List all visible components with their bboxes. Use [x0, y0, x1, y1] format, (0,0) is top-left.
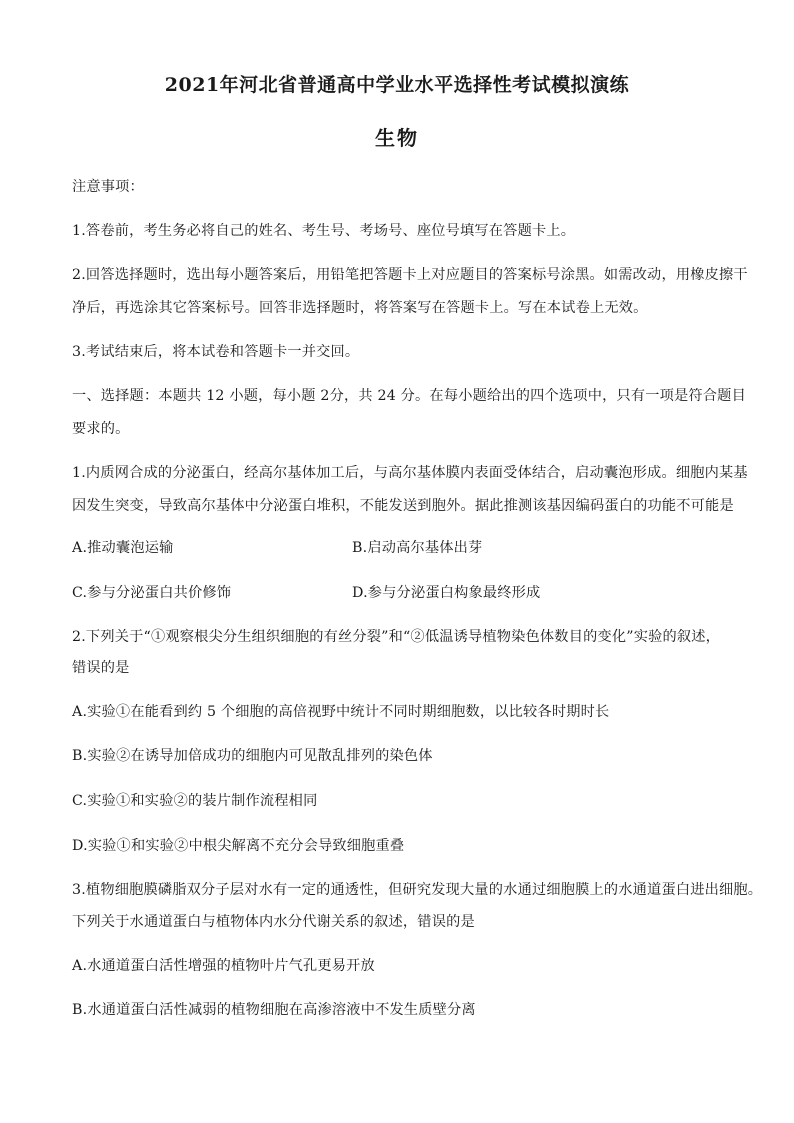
notice-heading: 注意事项： — [72, 179, 144, 195]
q2-stem-line-2: 错误的是 — [72, 660, 130, 676]
q1-option-b: B.启动高尔基体出芽 — [352, 540, 483, 556]
q1-stem-line-2: 因发生突变，导致高尔基体中分泌蛋白堆积，不能发送到胞外。据此推测该基因编码蛋白的功能不可能是 — [72, 498, 734, 514]
q1-option-d: D.参与分泌蛋白构象最终形成 — [352, 585, 541, 601]
notice-item-2-line-2: 净后，再选涂其它答案标号。回答非选择题时，将答案写在答题卡上。写在本试卷上无效。 — [72, 300, 648, 316]
notice-item-1: 1.答卷前，考生务必将自己的姓名、考生号、考场号、座位号填写在答题卡上。 — [72, 223, 576, 239]
q2-stem-line-1: 2.下列关于“①观察根尖分生组织细胞的有丝分裂”和“②低温诱导植物染色体数目的变化”实验的叙述， — [72, 629, 721, 645]
q2-option-a: A.实验①在能看到约 5 个细胞的高倍视野中统计不同时期细胞数，以比较各时期时长 — [72, 704, 610, 720]
q3-stem-line-2: 下列关于水通道蛋白与植物体内水分代谢关系的叙述，错误的是 — [72, 914, 475, 930]
q1-option-a: A.推动囊泡运输 — [72, 540, 174, 556]
q2-option-d: D.实验①和实验②中根尖解离不充分会导致细胞重叠 — [72, 838, 405, 854]
section-1-intro-line-1: 一、选择题：本题共 12 小题，每小题 2分，共 24 分。在每小题给出的四个选项中，只有一项是符合题目 — [72, 388, 746, 404]
exam-title: 2021年河北省普通高中学业水平选择性考试模拟演练 — [164, 74, 630, 96]
q2-option-c: C.实验①和实验②的装片制作流程相同 — [72, 793, 318, 809]
section-1-intro-line-2: 要求的。 — [72, 421, 130, 437]
notice-item-3: 3.考试结束后，将本试卷和答题卡一并交回。 — [72, 344, 360, 360]
q1-option-c: C.参与分泌蛋白共价修饰 — [72, 585, 232, 601]
q3-stem-line-1: 3.植物细胞膜磷脂双分子层对水有一定的通透性，但研究发现大量的水通过细胞膜上的水通道蛋白进出细胞。 — [72, 882, 763, 898]
notice-item-2-line-1: 2.回答选择题时，选出每小题答案后，用铅笔把答题卡上对应题目的答案标号涂黑。如需改动，用橡皮擦干 — [72, 267, 748, 283]
q1-stem-line-1: 1.内质网合成的分泌蛋白，经高尔基体加工后，与高尔基体膜内表面受体结合，启动囊泡形成。细胞内某基 — [72, 465, 748, 481]
q2-option-b: B.实验②在诱导加倍成功的细胞内可见散乱排列的染色体 — [72, 748, 433, 764]
subject-title: 生物 — [375, 126, 419, 150]
q3-option-a: A.水通道蛋白活性增强的植物叶片气孔更易开放 — [72, 958, 375, 974]
q3-option-b: B.水通道蛋白活性减弱的植物细胞在高渗溶液中不发生质壁分离 — [72, 1002, 476, 1018]
